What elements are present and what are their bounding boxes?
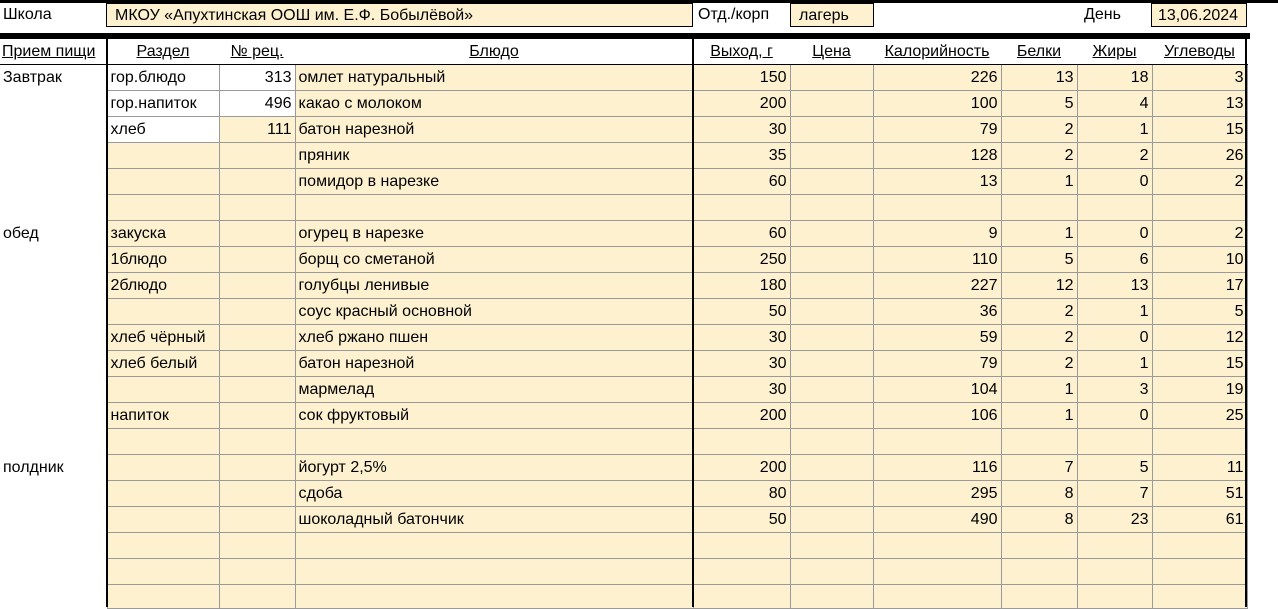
cell-price[interactable] xyxy=(790,117,873,143)
table-row xyxy=(0,221,1247,247)
cell-price[interactable] xyxy=(790,91,873,117)
cell-dish[interactable]: шоколадный батончик xyxy=(295,507,693,533)
cell-kcal[interactable]: 106 xyxy=(873,403,1001,429)
cell-meal: обед xyxy=(3,225,39,242)
cell-kcal[interactable] xyxy=(873,195,1001,221)
col-header-carbs: Углеводы xyxy=(1152,39,1247,65)
cell-recipe[interactable] xyxy=(219,273,295,299)
department-field[interactable]: лагерь xyxy=(790,3,874,27)
cell-output[interactable]: 50 xyxy=(693,299,790,325)
cell-dish[interactable]: борщ со сметаной xyxy=(295,247,693,273)
cell-recipe[interactable] xyxy=(219,299,295,325)
cell-dish[interactable]: огурец в нарезке xyxy=(295,221,693,247)
cell-fat[interactable]: 23 xyxy=(1077,507,1152,533)
cell-kcal[interactable]: 13 xyxy=(873,169,1001,195)
cell-output[interactable]: 30 xyxy=(693,117,790,143)
cell-fat[interactable]: 0 xyxy=(1077,403,1152,429)
date-field[interactable]: 13,06.2024 xyxy=(1151,3,1247,27)
cell-protein[interactable]: 8 xyxy=(1001,507,1077,533)
cell-protein[interactable]: 1 xyxy=(1001,403,1077,429)
table-row xyxy=(0,507,1247,533)
cell-output[interactable]: 50 xyxy=(693,507,790,533)
cell-kcal[interactable]: 36 xyxy=(873,299,1001,325)
school-name-field[interactable]: МКОУ «Апухтинская ООШ им. Е.Ф. Бобылёвой» xyxy=(106,3,693,27)
table-row xyxy=(0,117,1247,143)
table-row xyxy=(0,325,1247,351)
cell-price[interactable] xyxy=(790,455,873,481)
border-dish-right xyxy=(692,39,694,607)
cell-output[interactable]: 30 xyxy=(693,351,790,377)
cell-price[interactable] xyxy=(790,585,873,609)
col-header-meal: Прием пищи xyxy=(0,39,107,65)
cell-fat[interactable]: 13 xyxy=(1077,273,1152,299)
table-row xyxy=(0,429,1247,455)
cell-meal xyxy=(0,195,107,221)
cell-fat[interactable] xyxy=(1077,585,1152,609)
cell-output[interactable] xyxy=(693,559,790,585)
col-header-protein: Белки xyxy=(1001,39,1077,65)
cell-protein[interactable]: 8 xyxy=(1001,481,1077,507)
col-header-dish: Блюдо xyxy=(295,39,693,65)
cell-carbs[interactable]: 12 xyxy=(1152,325,1247,351)
cell-carbs[interactable]: 51 xyxy=(1152,481,1247,507)
cell-protein[interactable]: 2 xyxy=(1001,299,1077,325)
cell-output[interactable]: 150 xyxy=(693,65,790,91)
table-row xyxy=(0,273,1247,299)
cell-price[interactable] xyxy=(790,65,873,91)
cell-kcal[interactable] xyxy=(873,429,1001,455)
menu-table xyxy=(0,39,1248,609)
cell-carbs[interactable] xyxy=(1152,559,1247,585)
table-row xyxy=(0,195,1247,221)
cell-recipe[interactable] xyxy=(219,221,295,247)
cell-recipe[interactable] xyxy=(219,559,295,585)
table-row xyxy=(0,455,1247,481)
cell-fat[interactable]: 1 xyxy=(1077,351,1152,377)
cell-meal xyxy=(0,481,107,507)
cell-fat[interactable]: 5 xyxy=(1077,455,1152,481)
cell-carbs[interactable]: 61 xyxy=(1152,507,1247,533)
cell-meal xyxy=(0,117,107,143)
cell-recipe[interactable] xyxy=(219,403,295,429)
cell-section[interactable] xyxy=(107,143,219,169)
cell-output[interactable]: 200 xyxy=(693,91,790,117)
cell-price[interactable] xyxy=(790,169,873,195)
cell-output[interactable]: 60 xyxy=(693,221,790,247)
cell-meal xyxy=(0,325,107,351)
cell-fat[interactable]: 0 xyxy=(1077,325,1152,351)
cell-carbs[interactable]: 2 xyxy=(1152,169,1247,195)
cell-protein[interactable]: 5 xyxy=(1001,91,1077,117)
cell-kcal[interactable]: 295 xyxy=(873,481,1001,507)
cell-recipe[interactable] xyxy=(219,455,295,481)
cell-price[interactable] xyxy=(790,351,873,377)
cell-carbs[interactable]: 11 xyxy=(1152,455,1247,481)
cell-meal xyxy=(0,273,107,299)
cell-section[interactable]: 2блюдо xyxy=(107,273,219,299)
col-header-section: Раздел xyxy=(107,39,219,65)
cell-dish[interactable]: сок фруктовый xyxy=(295,403,693,429)
cell-meal: Завтрак xyxy=(3,69,62,87)
cell-protein[interactable]: 12 xyxy=(1001,273,1077,299)
cell-dish[interactable] xyxy=(295,533,693,559)
table-row xyxy=(0,351,1247,377)
cell-meal xyxy=(0,533,107,559)
cell-kcal[interactable]: 79 xyxy=(873,117,1001,143)
cell-price[interactable] xyxy=(790,299,873,325)
cell-price[interactable] xyxy=(790,481,873,507)
cell-output[interactable]: 200 xyxy=(693,403,790,429)
cell-fat[interactable] xyxy=(1077,195,1152,221)
col-header-price: Цена xyxy=(790,39,873,65)
cell-meal xyxy=(0,351,107,377)
cell-carbs[interactable]: 19 xyxy=(1152,377,1247,403)
cell-price[interactable] xyxy=(790,195,873,221)
cell-recipe[interactable]: 496 xyxy=(219,91,295,117)
table-row xyxy=(0,585,1247,609)
cell-carbs[interactable] xyxy=(1152,429,1247,455)
cell-carbs[interactable]: 15 xyxy=(1152,351,1247,377)
column-header-row xyxy=(0,39,1247,65)
cell-section[interactable] xyxy=(107,429,219,455)
cell-protein[interactable]: 1 xyxy=(1001,377,1077,403)
cell-dish[interactable] xyxy=(295,429,693,455)
cell-price[interactable] xyxy=(790,325,873,351)
cell-dish[interactable]: голубцы ленивые xyxy=(295,273,693,299)
menu-rows xyxy=(0,65,1247,609)
cell-dish[interactable]: батон нарезной xyxy=(295,117,693,143)
cell-recipe[interactable]: 313 xyxy=(219,65,295,91)
cell-protein[interactable] xyxy=(1001,429,1077,455)
cell-kcal[interactable]: 104 xyxy=(873,377,1001,403)
cell-kcal[interactable]: 110 xyxy=(873,247,1001,273)
cell-meal xyxy=(0,299,107,325)
cell-meal xyxy=(0,247,107,273)
cell-output[interactable] xyxy=(693,585,790,609)
cell-fat[interactable] xyxy=(1077,533,1152,559)
table-row xyxy=(0,403,1247,429)
cell-meal xyxy=(0,143,107,169)
cell-price[interactable] xyxy=(790,377,873,403)
cell-kcal[interactable] xyxy=(873,533,1001,559)
col-header-recipe: № рец. xyxy=(219,39,295,65)
cell-protein[interactable]: 2 xyxy=(1001,117,1077,143)
department-label: Отд./корп xyxy=(698,6,770,23)
cell-output[interactable] xyxy=(693,429,790,455)
cell-dish[interactable]: мармелад xyxy=(295,377,693,403)
cell-meal xyxy=(0,429,107,455)
cell-price[interactable] xyxy=(790,559,873,585)
border-section-left xyxy=(106,39,108,607)
cell-output[interactable]: 250 xyxy=(693,247,790,273)
cell-recipe[interactable] xyxy=(219,325,295,351)
cell-kcal[interactable]: 226 xyxy=(873,65,1001,91)
cell-fat[interactable] xyxy=(1077,429,1152,455)
cell-protein[interactable] xyxy=(1001,585,1077,609)
cell-output[interactable] xyxy=(693,195,790,221)
cell-protein[interactable]: 2 xyxy=(1001,325,1077,351)
cell-meal xyxy=(0,559,107,585)
cell-section[interactable] xyxy=(107,481,219,507)
cell-meal xyxy=(0,91,107,117)
cell-price[interactable] xyxy=(790,273,873,299)
cell-fat[interactable]: 18 xyxy=(1077,65,1152,91)
cell-dish[interactable]: омлет натуральный xyxy=(295,65,693,91)
cell-price[interactable] xyxy=(790,403,873,429)
cell-kcal[interactable] xyxy=(873,585,1001,609)
cell-carbs[interactable]: 17 xyxy=(1152,273,1247,299)
cell-carbs[interactable]: 5 xyxy=(1152,299,1247,325)
table-row xyxy=(0,143,1247,169)
cell-section[interactable] xyxy=(107,195,219,221)
cell-section[interactable] xyxy=(107,559,219,585)
cell-carbs[interactable]: 10 xyxy=(1152,247,1247,273)
cell-kcal[interactable]: 79 xyxy=(873,351,1001,377)
cell-protein[interactable]: 1 xyxy=(1001,221,1077,247)
table-row xyxy=(0,91,1247,117)
cell-protein[interactable] xyxy=(1001,533,1077,559)
cell-recipe[interactable] xyxy=(219,429,295,455)
cell-price[interactable] xyxy=(790,429,873,455)
cell-dish[interactable]: батон нарезной xyxy=(295,351,693,377)
cell-kcal[interactable]: 100 xyxy=(873,91,1001,117)
cell-section[interactable] xyxy=(107,377,219,403)
cell-kcal[interactable]: 116 xyxy=(873,455,1001,481)
table-row xyxy=(0,247,1247,273)
cell-price[interactable] xyxy=(790,247,873,273)
cell-section[interactable]: гор.напиток xyxy=(107,91,219,117)
cell-carbs[interactable] xyxy=(1152,533,1247,559)
cell-recipe[interactable] xyxy=(219,195,295,221)
cell-output[interactable]: 200 xyxy=(693,455,790,481)
cell-dish[interactable]: хлеб ржано пшен xyxy=(295,325,693,351)
table-row xyxy=(0,533,1247,559)
cell-recipe[interactable] xyxy=(219,481,295,507)
cell-protein[interactable]: 13 xyxy=(1001,65,1077,91)
cell-meal xyxy=(0,507,107,533)
cell-fat[interactable]: 4 xyxy=(1077,91,1152,117)
cell-recipe[interactable] xyxy=(219,533,295,559)
col-header-kcal: Калорийность xyxy=(873,39,1001,65)
cell-kcal[interactable] xyxy=(873,559,1001,585)
cell-section[interactable]: напиток xyxy=(107,403,219,429)
cell-dish[interactable]: йогурт 2,5% xyxy=(295,455,693,481)
cell-section[interactable] xyxy=(107,169,219,195)
cell-price[interactable] xyxy=(790,533,873,559)
cell-protein[interactable] xyxy=(1001,195,1077,221)
cell-dish[interactable] xyxy=(295,585,693,609)
cell-dish[interactable] xyxy=(295,195,693,221)
cell-fat[interactable]: 1 xyxy=(1077,117,1152,143)
cell-fat[interactable] xyxy=(1077,559,1152,585)
cell-section[interactable]: хлеб чёрный xyxy=(107,325,219,351)
cell-fat[interactable]: 0 xyxy=(1077,169,1152,195)
cell-protein[interactable]: 2 xyxy=(1001,351,1077,377)
cell-dish[interactable]: сдоба xyxy=(295,481,693,507)
cell-recipe[interactable] xyxy=(219,351,295,377)
cell-meal xyxy=(0,403,107,429)
cell-fat[interactable]: 1 xyxy=(1077,299,1152,325)
cell-protein[interactable] xyxy=(1001,559,1077,585)
cell-carbs[interactable] xyxy=(1152,585,1247,609)
cell-output[interactable]: 35 xyxy=(693,143,790,169)
cell-dish[interactable]: пряник xyxy=(295,143,693,169)
cell-fat[interactable]: 0 xyxy=(1077,221,1152,247)
cell-protein[interactable]: 2 xyxy=(1001,143,1077,169)
cell-output[interactable]: 180 xyxy=(693,273,790,299)
cell-price[interactable] xyxy=(790,507,873,533)
cell-dish[interactable]: какао с молоком xyxy=(295,91,693,117)
cell-kcal[interactable]: 59 xyxy=(873,325,1001,351)
cell-section[interactable]: 1блюдо xyxy=(107,247,219,273)
cell-recipe[interactable] xyxy=(219,143,295,169)
day-label: День xyxy=(1084,6,1121,23)
cell-output[interactable]: 30 xyxy=(693,325,790,351)
cell-dish[interactable]: помидор в нарезке xyxy=(295,169,693,195)
table-row xyxy=(0,65,1247,91)
cell-recipe[interactable] xyxy=(219,507,295,533)
cell-section[interactable] xyxy=(107,455,219,481)
table-row xyxy=(0,481,1247,507)
cell-carbs[interactable]: 3 xyxy=(1152,65,1247,91)
cell-dish[interactable]: соус красный основной xyxy=(295,299,693,325)
cell-kcal[interactable]: 9 xyxy=(873,221,1001,247)
cell-recipe[interactable] xyxy=(219,377,295,403)
cell-carbs[interactable]: 26 xyxy=(1152,143,1247,169)
cell-kcal[interactable]: 490 xyxy=(873,507,1001,533)
cell-kcal[interactable]: 227 xyxy=(873,273,1001,299)
col-header-fat: Жиры xyxy=(1077,39,1152,65)
cell-section[interactable] xyxy=(107,585,219,609)
cell-dish[interactable] xyxy=(295,559,693,585)
cell-protein[interactable]: 7 xyxy=(1001,455,1077,481)
table-row xyxy=(0,169,1247,195)
cell-carbs[interactable]: 25 xyxy=(1152,403,1247,429)
cell-section[interactable] xyxy=(107,533,219,559)
cell-recipe[interactable] xyxy=(219,169,295,195)
cell-recipe[interactable]: 111 xyxy=(219,117,295,143)
cell-fat[interactable]: 7 xyxy=(1077,481,1152,507)
cell-fat[interactable]: 3 xyxy=(1077,377,1152,403)
cell-carbs[interactable]: 15 xyxy=(1152,117,1247,143)
cell-kcal[interactable]: 128 xyxy=(873,143,1001,169)
cell-carbs[interactable]: 2 xyxy=(1152,221,1247,247)
cell-fat[interactable]: 6 xyxy=(1077,247,1152,273)
cell-price[interactable] xyxy=(790,221,873,247)
cell-protein[interactable]: 1 xyxy=(1001,169,1077,195)
cell-protein[interactable]: 5 xyxy=(1001,247,1077,273)
cell-carbs[interactable] xyxy=(1152,195,1247,221)
cell-output[interactable]: 30 xyxy=(693,377,790,403)
cell-recipe[interactable] xyxy=(219,585,295,609)
cell-meal xyxy=(0,377,107,403)
cell-output[interactable]: 60 xyxy=(693,169,790,195)
cell-meal xyxy=(0,585,107,609)
border-table-right xyxy=(1245,39,1247,607)
table-row xyxy=(0,299,1247,325)
cell-meal xyxy=(0,169,107,195)
cell-meal: полдник xyxy=(3,459,64,476)
cell-section[interactable]: хлеб белый xyxy=(107,351,219,377)
table-row xyxy=(0,559,1247,585)
cell-fat[interactable]: 2 xyxy=(1077,143,1152,169)
cell-output[interactable] xyxy=(693,533,790,559)
cell-section[interactable] xyxy=(107,507,219,533)
cell-section[interactable]: гор.блюдо xyxy=(107,65,219,91)
cell-section[interactable]: хлеб xyxy=(107,117,219,143)
cell-price[interactable] xyxy=(790,143,873,169)
school-label: Школа xyxy=(3,6,52,23)
cell-carbs[interactable]: 13 xyxy=(1152,91,1247,117)
cell-section[interactable]: закуска xyxy=(107,221,219,247)
table-row xyxy=(0,377,1247,403)
cell-section[interactable] xyxy=(107,299,219,325)
col-header-output: Выход, г xyxy=(693,39,790,65)
cell-recipe[interactable] xyxy=(219,247,295,273)
cell-output[interactable]: 80 xyxy=(693,481,790,507)
